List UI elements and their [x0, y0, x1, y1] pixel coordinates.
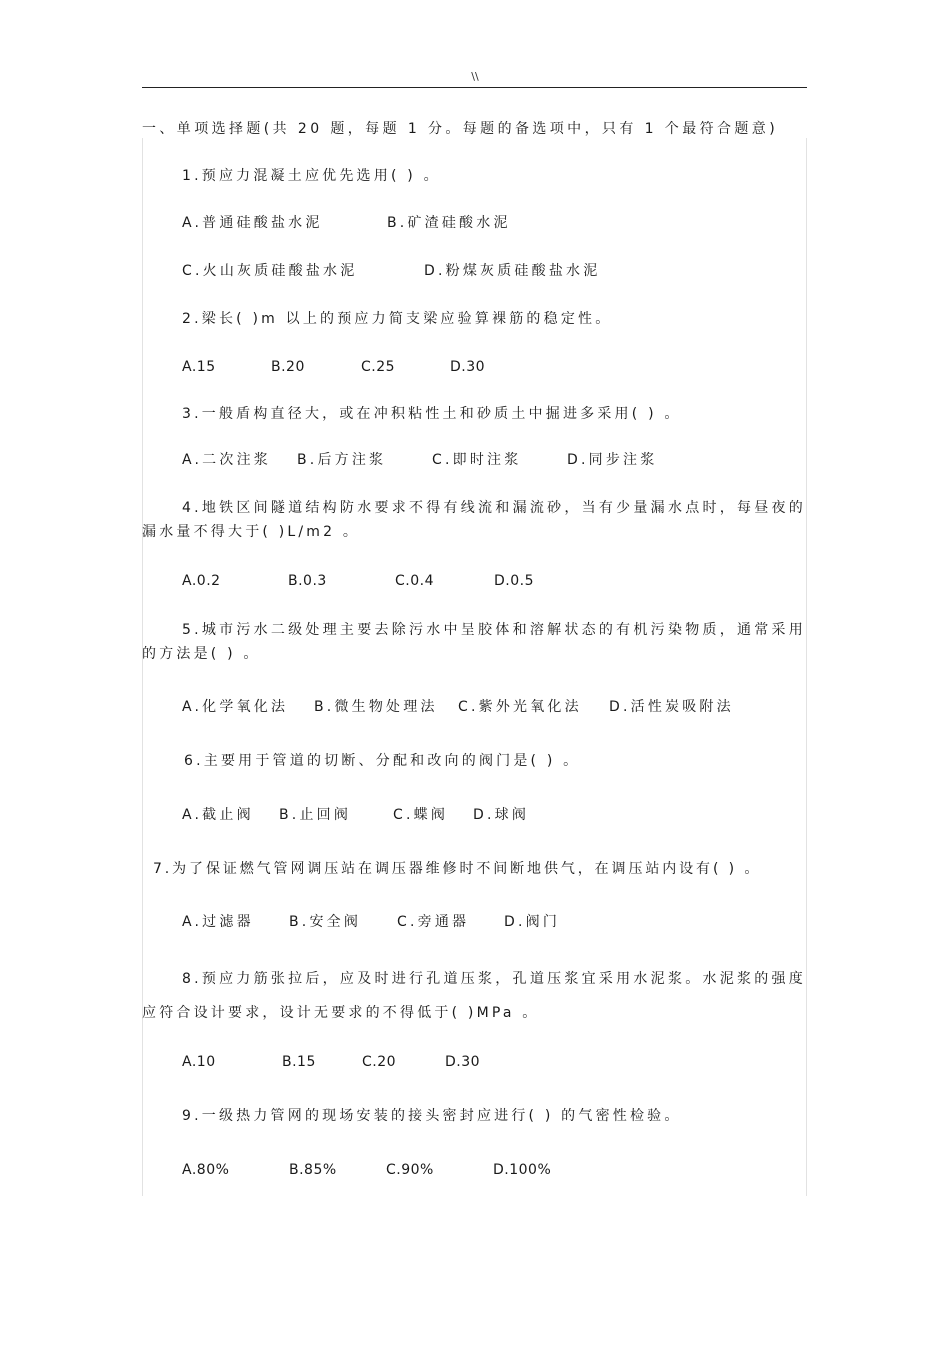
question-2-option-d[interactable]: D.30 [450, 359, 486, 375]
question-1-option-c[interactable]: C.火山灰质硅酸盐水泥 [182, 263, 358, 279]
question-4-option-c[interactable]: C.0.4 [395, 573, 434, 589]
question-8-option-d[interactable]: D.30 [445, 1054, 481, 1070]
question-9-option-c[interactable]: C.90% [386, 1162, 434, 1178]
question-3-option-b[interactable]: B.后方注浆 [297, 452, 387, 468]
question-1-option-b[interactable]: B.矿渣硅酸水泥 [387, 215, 511, 231]
question-6-option-b[interactable]: B.止回阀 [279, 807, 352, 823]
question-4-option-a[interactable]: A.0.2 [182, 573, 221, 589]
question-1-option-d[interactable]: D.粉煤灰质硅酸盐水泥 [424, 263, 601, 279]
question-7-option-b[interactable]: B.安全阀 [289, 914, 362, 930]
question-9-option-d[interactable]: D.100% [493, 1162, 552, 1178]
question-7-option-a[interactable]: A.过滤器 [182, 914, 254, 930]
header-rule [142, 87, 807, 88]
question-5-option-d[interactable]: D.活性炭吸附法 [609, 699, 734, 715]
question-7-option-c[interactable]: C.旁通器 [397, 914, 470, 930]
section-title: 一、单项选择题(共 20 题，每题 1 分。每题的备选项中，只有 1 个最符合题意) [142, 121, 779, 137]
question-1-option-a[interactable]: A.普通硅酸盐水泥 [182, 215, 323, 231]
question-7-stem: 7.为了保证燃气管网调压站在调压器维修时不间断地供气，在调压站内设有( ) 。 [153, 861, 762, 877]
question-1-stem: 1.预应力混凝土应优先选用( ) 。 [182, 168, 441, 184]
question-9-option-b[interactable]: B.85% [289, 1162, 337, 1178]
question-3-stem: 3.一般盾构直径大，或在冲积粘性土和砂质土中掘进多采用( ) 。 [182, 406, 682, 422]
question-4-stem: 4.地铁区间隧道结构防水要求不得有线流和漏流砂，当有少量漏水点时，每昼夜的漏水量不得大于( )L/m2 。 [142, 500, 806, 540]
question-3-option-c[interactable]: C.即时注浆 [432, 452, 522, 468]
question-2-option-a[interactable]: A.15 [182, 359, 216, 375]
question-8-option-b[interactable]: B.15 [282, 1054, 316, 1070]
question-9-stem: 9.一级热力管网的现场安装的接头密封应进行( ) 的气密性检验。 [182, 1108, 682, 1124]
question-6-option-a[interactable]: A.截止阀 [182, 807, 254, 823]
question-3-option-d[interactable]: D.同步注浆 [567, 452, 658, 468]
question-9-option-a[interactable]: A.80% [182, 1162, 230, 1178]
page-header-mark: \\ [471, 70, 479, 83]
question-8-stem: 8.预应力筋张拉后，应及时进行孔道压浆，孔道压浆宜采用水泥浆。水泥浆的强度应符合设计要求，设计无要求的不得低于( )MPa 。 [142, 971, 806, 1021]
question-2-stem: 2.梁长( )m 以上的预应力简支梁应验算裸筋的稳定性。 [182, 311, 613, 327]
question-3-option-a[interactable]: A.二次注浆 [182, 452, 271, 468]
question-4-option-d[interactable]: D.0.5 [494, 573, 534, 589]
question-5-stem: 5.城市污水二级处理主要去除污水中呈胶体和溶解状态的有机污染物质，通常采用的方法是( ) 。 [142, 622, 806, 662]
question-5-option-a[interactable]: A.化学氧化法 [182, 699, 289, 715]
page-frame-right [806, 138, 807, 1196]
question-8-option-a[interactable]: A.10 [182, 1054, 216, 1070]
question-2-option-c[interactable]: C.25 [361, 359, 396, 375]
question-6-option-d[interactable]: D.球阀 [473, 807, 530, 823]
question-8-option-c[interactable]: C.20 [362, 1054, 397, 1070]
question-2-option-b[interactable]: B.20 [271, 359, 305, 375]
page-frame-left [142, 138, 143, 1196]
question-5-option-b[interactable]: B.微生物处理法 [314, 699, 438, 715]
question-4-option-b[interactable]: B.0.3 [288, 573, 327, 589]
question-6-option-c[interactable]: C.蝶阀 [393, 807, 449, 823]
question-5-option-c[interactable]: C.紫外光氧化法 [458, 699, 582, 715]
question-7-option-d[interactable]: D.阀门 [504, 914, 561, 930]
question-6-stem: 6.主要用于管道的切断、分配和改向的阀门是( ) 。 [184, 753, 581, 769]
